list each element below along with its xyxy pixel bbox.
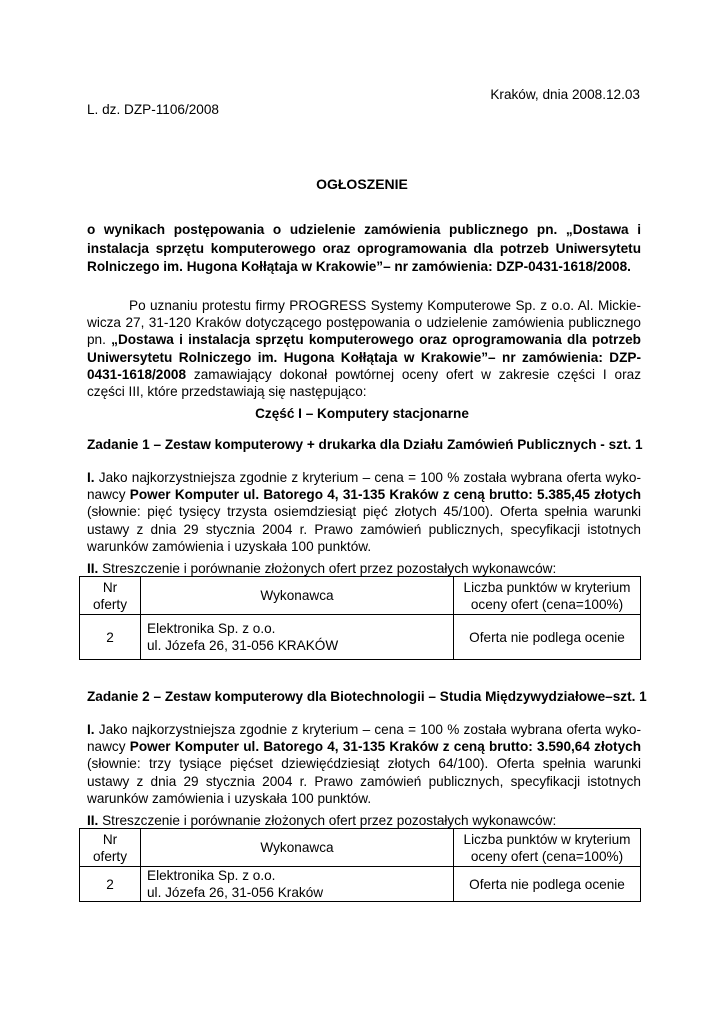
task-1-summary-heading xyxy=(87,561,647,576)
contractor-name: Elektronika Sp. z o.o. xyxy=(147,621,276,636)
offer-nr: 2 xyxy=(80,867,141,902)
intro-procurement-name: „Dostawa i instalacja sprzętu komputerowego oraz oprogramowania dla potrzeb Uniwersytetu Rolniczego im. Hugona Kołłątaja w Krakowie”– nr zamówienia: DZP-0431-1618/2008 xyxy=(87,332,641,382)
offer-points: Oferta nie podlega ocenie xyxy=(454,615,641,660)
task-2-win-text-b: (słownie: trzy tysiące pięćset dziewięćdziesiąt złotych 64/100). Oferta spełnia warunki ustawy z dnia 29 stycznia 2004 r. Prawo zamówień publicznych, specyfikacji istotnych warunków zamówienia i uzyskała 100 punktów. xyxy=(87,756,641,806)
task-1-offers-table xyxy=(79,576,641,660)
task-1-summary-text: Streszczenie i porównanie złożonych ofert przez pozostałych wykonawców: xyxy=(98,561,557,576)
intro-text-a: Po uznaniu protestu firmy PROGRESS Systemy Komputerowe Sp. z o.o. Al. Mickie-wicza 27, 31-120 Kraków dotyczącego postępowania o udzielenie zamówienia publicznego pn. xyxy=(87,298,641,348)
task-2-offers-table xyxy=(79,828,641,902)
part-title: Część I – Komputery stacjonarne xyxy=(255,406,469,421)
task-1-win-text-a: Jako najkorzystniejsza zgodnie z kryterium – cena = 100 % została wybrana oferta wyko-nawcy xyxy=(87,470,641,503)
task-2-win-label: I. xyxy=(87,722,95,737)
task-1-title: Zadanie 1 – Zestaw komputerowy + drukarka dla Działu Zamówień Publicznych - szt. 1 xyxy=(87,437,643,452)
header-points: Liczba punktów w kryterium oceny ofert (cena=100%) xyxy=(454,577,641,615)
document-title: OGŁOSZENIE xyxy=(316,176,408,192)
task-2-summary-label: II. xyxy=(87,813,99,828)
task-1-summary-label: II. xyxy=(87,561,99,576)
document-reference-number: L. dz. DZP-1106/2008 xyxy=(87,102,219,117)
table-row xyxy=(80,615,641,660)
task-2-win-text-a: Jako najkorzystniejsza zgodnie z kryterium – cena = 100 % została wybrana oferta wyko-nawcy xyxy=(87,722,641,755)
contractor-name: Elektronika Sp. z o.o. xyxy=(147,868,276,883)
task-2-title: Zadanie 2 – Zestaw komputerowy dla Biotechnologii – Studia Międzywydziałowe–szt. 1 xyxy=(87,689,647,704)
intro-text-b: zamawiający dokonał powtórnej oceny ofert w zakresie części I oraz części III, które przedstawiają się następująco: xyxy=(87,366,641,400)
header-nr: Nr oferty xyxy=(80,829,141,867)
task-1-win-text-b: (słownie: pięć tysięcy trzysta osiemdziesiąt pięć złotych 45/100). Oferta spełnia warunki ustawy z dnia 29 stycznia 2004 r. Prawo zamówień publicznych, specyfikacji istotnych warunków zamówienia i uzyskała 100 punktów. xyxy=(87,504,641,554)
table-header-row xyxy=(80,577,641,615)
offer-contractor xyxy=(141,615,454,660)
task-2-summary-heading xyxy=(87,813,647,828)
offer-contractor xyxy=(141,867,454,902)
header-contractor: Wykonawca xyxy=(141,829,454,867)
contractor-address: ul. Józefa 26, 31-056 KRAKÓW xyxy=(147,638,339,653)
table-row xyxy=(80,867,641,902)
intro-paragraph xyxy=(87,297,641,400)
document-date: Kraków, dnia 2008.12.03 xyxy=(490,87,640,102)
contractor-address: ul. Józefa 26, 31-056 Kraków xyxy=(147,885,324,900)
announcement-subject: o wynikach postępowania o udzielenie zamówienia publicznego pn. „Dostawa i instalacja sprzętu komputerowego oraz oprogramowania dla potrzeb Uniwersytetu Rolniczego im. Hugona Kołłątaja w Krakowie”– nr zamówienia: DZP-0431-1618/2008. xyxy=(87,222,641,274)
header-points: Liczba punktów w kryterium oceny ofert (cena=100%) xyxy=(454,829,641,867)
task-2-winner: Power Komputer ul. Batorego 4, 31-135 Kraków z ceną brutto: 3.590,64 złotych xyxy=(129,739,641,755)
offer-points: Oferta nie podlega ocenie xyxy=(454,867,641,902)
task-2-winning-offer xyxy=(87,721,641,807)
header-nr: Nr oferty xyxy=(80,577,141,615)
task-1-winner: Power Komputer ul. Batorego 4, 31-135 Kraków z ceną brutto: 5.385,45 złotych xyxy=(129,487,641,503)
task-1-win-label: I. xyxy=(87,470,95,485)
task-1-winning-offer xyxy=(87,469,641,555)
header-contractor: Wykonawca xyxy=(141,577,454,615)
offer-nr: 2 xyxy=(80,615,141,660)
table-header-row xyxy=(80,829,641,867)
task-2-summary-text: Streszczenie i porównanie złożonych ofert przez pozostałych wykonawców: xyxy=(98,813,557,828)
